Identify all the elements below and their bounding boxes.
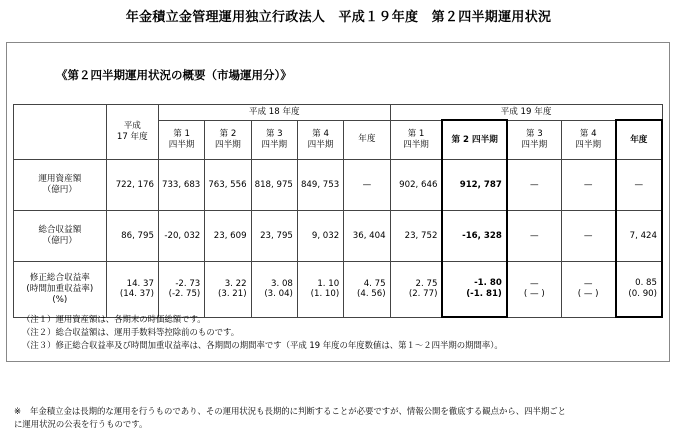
cell: 1. 10 (1. 10) xyxy=(297,262,343,318)
cell: 86, 795 xyxy=(106,211,158,262)
cell: -2. 73 (-2. 75) xyxy=(158,262,204,318)
cell: 23, 795 xyxy=(251,211,297,262)
corner-cell xyxy=(14,105,107,160)
group-header-h19: 平成 19 年度 xyxy=(390,105,662,121)
cell: 902, 646 xyxy=(390,160,442,211)
cell: 2. 75 (2. 77) xyxy=(390,262,442,318)
table-row xyxy=(14,211,663,262)
cell: 9, 032 xyxy=(297,211,343,262)
note-3: （注３）修正総合収益率及び時間加重収益率は、各期間の期間率です（平成 19 年度の年度数値は、第１～２四半期の期間率）。 xyxy=(22,340,503,350)
col-header-h18-q3: 第 3 四半期 xyxy=(251,120,297,160)
table-row xyxy=(14,262,663,318)
cell: — xyxy=(507,160,561,211)
investment-status-table xyxy=(13,104,663,318)
footer-note xyxy=(14,405,670,431)
footer-line-2: に運用状況の公表を行うものです。 xyxy=(14,419,148,429)
page-title: 年金積立金管理運用独立行政法人 平成１９年度 第２四半期運用状況 xyxy=(125,10,552,25)
cell-highlight: -1. 80 (-1. 81) xyxy=(442,262,506,318)
col-header-h18-q4: 第 4 四半期 xyxy=(297,120,343,160)
cell: 763, 556 xyxy=(205,160,251,211)
cell: 23, 752 xyxy=(390,211,442,262)
col-header-h19-q2: 第 2 四半期 xyxy=(442,120,506,160)
footer-line-1: 年金積立金は長期的な運用を行うものであり、その運用状況も長期的に判断することが必要ですが、情報公開を徹底する観点から、四半期ごと xyxy=(30,406,566,416)
row-header-assets: 運用資産額 （億円） xyxy=(14,160,107,211)
cell: — xyxy=(507,211,561,262)
cell: -20, 032 xyxy=(158,211,204,262)
col-header-h19-q3: 第 3 四半期 xyxy=(507,120,561,160)
cell-highlight: -16, 328 xyxy=(442,211,506,262)
col-header-h18-year: 年度 xyxy=(344,120,390,160)
section-subtitle: 《第２四半期運用状況の概要（市場運用分）》 xyxy=(56,68,292,82)
cell: 36, 404 xyxy=(344,211,390,262)
cell-highlight: 0. 85 (0. 90) xyxy=(616,262,662,318)
col-header-h19-year: 年度 xyxy=(616,120,662,160)
cell: 23, 609 xyxy=(205,211,251,262)
row-header-return-rate: 修正総合収益率 (時間加重収益率) (%) xyxy=(14,262,107,318)
cell: 733, 683 xyxy=(158,160,204,211)
cell-highlight: 7, 424 xyxy=(616,211,662,262)
cell: 3. 08 (3. 04) xyxy=(251,262,297,318)
cell: — xyxy=(561,160,615,211)
col-header-h18-q1: 第 1 四半期 xyxy=(158,120,204,160)
cell: 722, 176 xyxy=(106,160,158,211)
note-2: （注２）総合収益額は、運用手数料等控除前のものです。 xyxy=(22,327,240,337)
col-header-h17: 平成 17 年度 xyxy=(106,105,158,160)
cell: 3. 22 (3. 21) xyxy=(205,262,251,318)
col-header-h18-q2: 第 2 四半期 xyxy=(205,120,251,160)
cell-highlight: — xyxy=(616,160,662,211)
cell: 818, 975 xyxy=(251,160,297,211)
group-header-h18: 平成 18 年度 xyxy=(158,105,390,121)
row-header-income: 総合収益額 （億円） xyxy=(14,211,107,262)
col-header-h19-q1: 第 1 四半期 xyxy=(390,120,442,160)
cell: — xyxy=(344,160,390,211)
header-row-years xyxy=(14,105,663,121)
note-1: （注１）運用資産額は、各期末の時価総額です。 xyxy=(22,314,206,324)
cell: 849, 753 xyxy=(297,160,343,211)
notes xyxy=(22,313,503,352)
cell: 4. 75 (4. 56) xyxy=(344,262,390,318)
cell: — ( — ) xyxy=(561,262,615,318)
cell: 14. 37 (14. 37) xyxy=(106,262,158,318)
cell: — xyxy=(561,211,615,262)
cell-highlight: 912, 787 xyxy=(442,160,506,211)
footnote-mark: ※ xyxy=(14,406,22,416)
col-header-h19-q4: 第 4 四半期 xyxy=(561,120,615,160)
cell: — ( — ) xyxy=(507,262,561,318)
table-row xyxy=(14,160,663,211)
